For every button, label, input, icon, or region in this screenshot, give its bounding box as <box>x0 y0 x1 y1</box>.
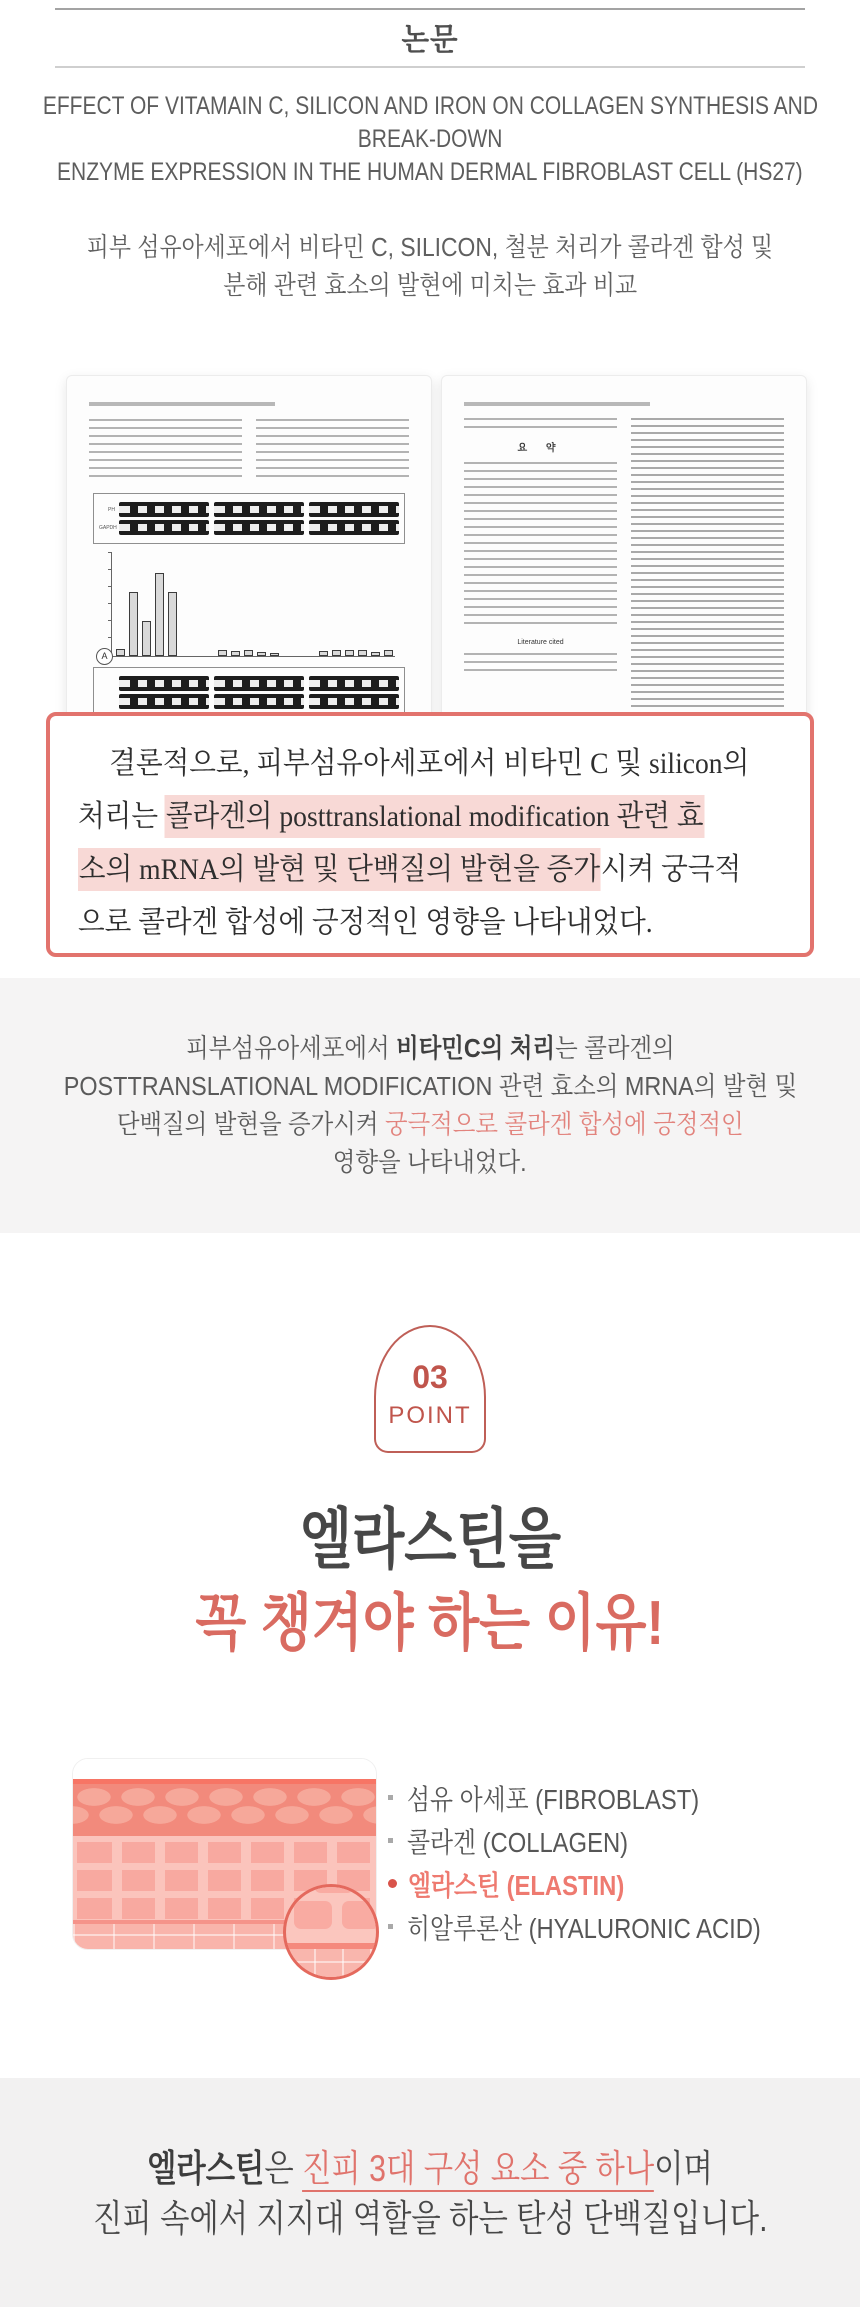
quote-line3-post: 시켜 궁극적 <box>600 853 742 886</box>
paper1-body-text <box>89 419 409 483</box>
paper-scans <box>66 375 807 720</box>
paper-title-en <box>0 90 860 189</box>
skin-magnifier-circle <box>283 1884 379 1980</box>
quote-line3-highlight: 소의 mRNA의 발현 및 단백질의 발현을 증가 <box>78 848 601 891</box>
summary-line3-red: 궁극적으로 콜라겐 합성에 긍정적인 <box>384 1109 744 1139</box>
summary-line1-bold: 비타민C의 처리 <box>395 1033 555 1063</box>
paper-badge-text: 논문 <box>401 22 459 57</box>
summary-line2: POSTTRANSLATIONAL MODIFICATION 관련 효소의 MRNA의 발현 및 <box>63 1071 797 1101</box>
quote-line4: 으로 콜라겐 합성에 긍정적인 영향을 나타내었다. <box>78 906 653 939</box>
references-title: Literature cited <box>517 639 564 646</box>
list-item-label: 섬유 아세포 (FIBROBLAST) <box>407 1783 700 1815</box>
footer-section <box>0 2078 860 2307</box>
figure-a-label: A <box>96 648 113 665</box>
footer-line1-red-underline: 진피 3대 구성 요소 중 하나 <box>302 2148 654 2192</box>
paper-scan-page-2 <box>441 375 807 720</box>
quote-line2-highlight: 콜라겐의 posttranslational modification 관련 효 <box>165 795 705 838</box>
point-heading <box>0 1500 860 1664</box>
quote-line1: 결론적으로, 피부섬유아세포에서 비타민 C 및 silicon의 <box>109 747 750 780</box>
paper2-references-column <box>631 418 784 718</box>
paper-title-en-line2: BREAK-DOWN <box>357 125 503 153</box>
paper1-gel-figure-2 <box>93 667 405 718</box>
gel-row-label-2: GAPDH <box>99 524 117 531</box>
list-item-label: 엘라스틴 (ELASTIN) <box>408 1869 625 1901</box>
paper-title-ko <box>0 228 860 304</box>
paper-title-ko-line2: 분해 관련 효소의 발현에 미치는 효과 비교 <box>223 270 637 300</box>
paper-title-ko-line1: 피부 섬유아세포에서 비타민 C, SILICON, 철분 처리가 콜라겐 합성 및 <box>86 232 774 262</box>
paper2-running-head <box>464 402 650 406</box>
summary-line1-post: 는 콜라겐의 <box>554 1033 675 1063</box>
summary-line4-red: 영향을 나타내었다. <box>333 1147 527 1177</box>
point-heading-line2: 꼭 챙겨야 하는 이유! <box>195 1589 665 1658</box>
section-title-paper <box>0 14 860 59</box>
gel-row-label-1: PH <box>108 506 115 513</box>
quote-line2-pre: 처리는 <box>78 800 165 833</box>
footer-line1-bold: 엘라스틴 <box>147 2148 265 2189</box>
skin-epidermis-layer <box>73 1784 376 1836</box>
list-item-elastin <box>388 1862 823 1905</box>
list-item-hyaluronic-acid <box>388 1905 823 1948</box>
paper2-body-text <box>464 418 784 718</box>
paper1-gel-figure <box>93 493 405 544</box>
bullet-icon <box>388 1924 393 1929</box>
list-item-label: 히알루론산 (HYALURONIC ACID) <box>407 1912 761 1944</box>
footer-line1-mid: 은 <box>264 2148 303 2189</box>
summary-section <box>0 978 860 1233</box>
list-item-label: 콜라겐 (COLLAGEN) <box>407 1826 629 1858</box>
paper-title-en-line1: EFFECT OF VITAMAIN C, SILICON AND IRON ON COLLAGEN SYNTHESIS AND <box>42 92 818 120</box>
figure-a-bars <box>116 552 393 656</box>
bullet-icon-red <box>388 1879 397 1888</box>
header-rule-top <box>55 8 805 10</box>
abstract-title: 요 약 <box>517 443 564 454</box>
paper1-running-head <box>89 402 275 406</box>
point-label: POINT <box>388 1402 472 1429</box>
point-number: 03 <box>412 1359 448 1395</box>
skin-component-list <box>388 1776 823 1948</box>
paper-scan-page-1 <box>66 375 432 720</box>
list-item-fibroblast <box>388 1776 823 1819</box>
list-item-collagen <box>388 1819 823 1862</box>
bullet-icon <box>388 1795 393 1800</box>
chart-y-ticks <box>108 552 111 656</box>
conclusion-quote-box <box>46 712 814 957</box>
paper-title-en-line3: ENZYME EXPRESSION IN THE HUMAN DERMAL FIBROBLAST CELL (HS27) <box>57 158 803 186</box>
footer-line1-post: 이며 <box>654 2148 713 2189</box>
bullet-icon <box>388 1838 393 1843</box>
skin-surface-layer <box>73 1759 376 1779</box>
summary-line3-pre: 단백질의 발현을 증가시켜 <box>116 1109 385 1139</box>
point-heading-line1: 엘라스틴을 <box>299 1502 561 1576</box>
paper1-bar-chart <box>101 552 395 661</box>
point-badge <box>374 1325 486 1453</box>
footer-line2: 진피 속에서 지지대 역할을 하는 탄성 단백질입니다. <box>92 2198 768 2239</box>
header-rule-bottom <box>55 66 805 68</box>
summary-line1-pre: 피부섬유아세포에서 <box>185 1033 396 1063</box>
